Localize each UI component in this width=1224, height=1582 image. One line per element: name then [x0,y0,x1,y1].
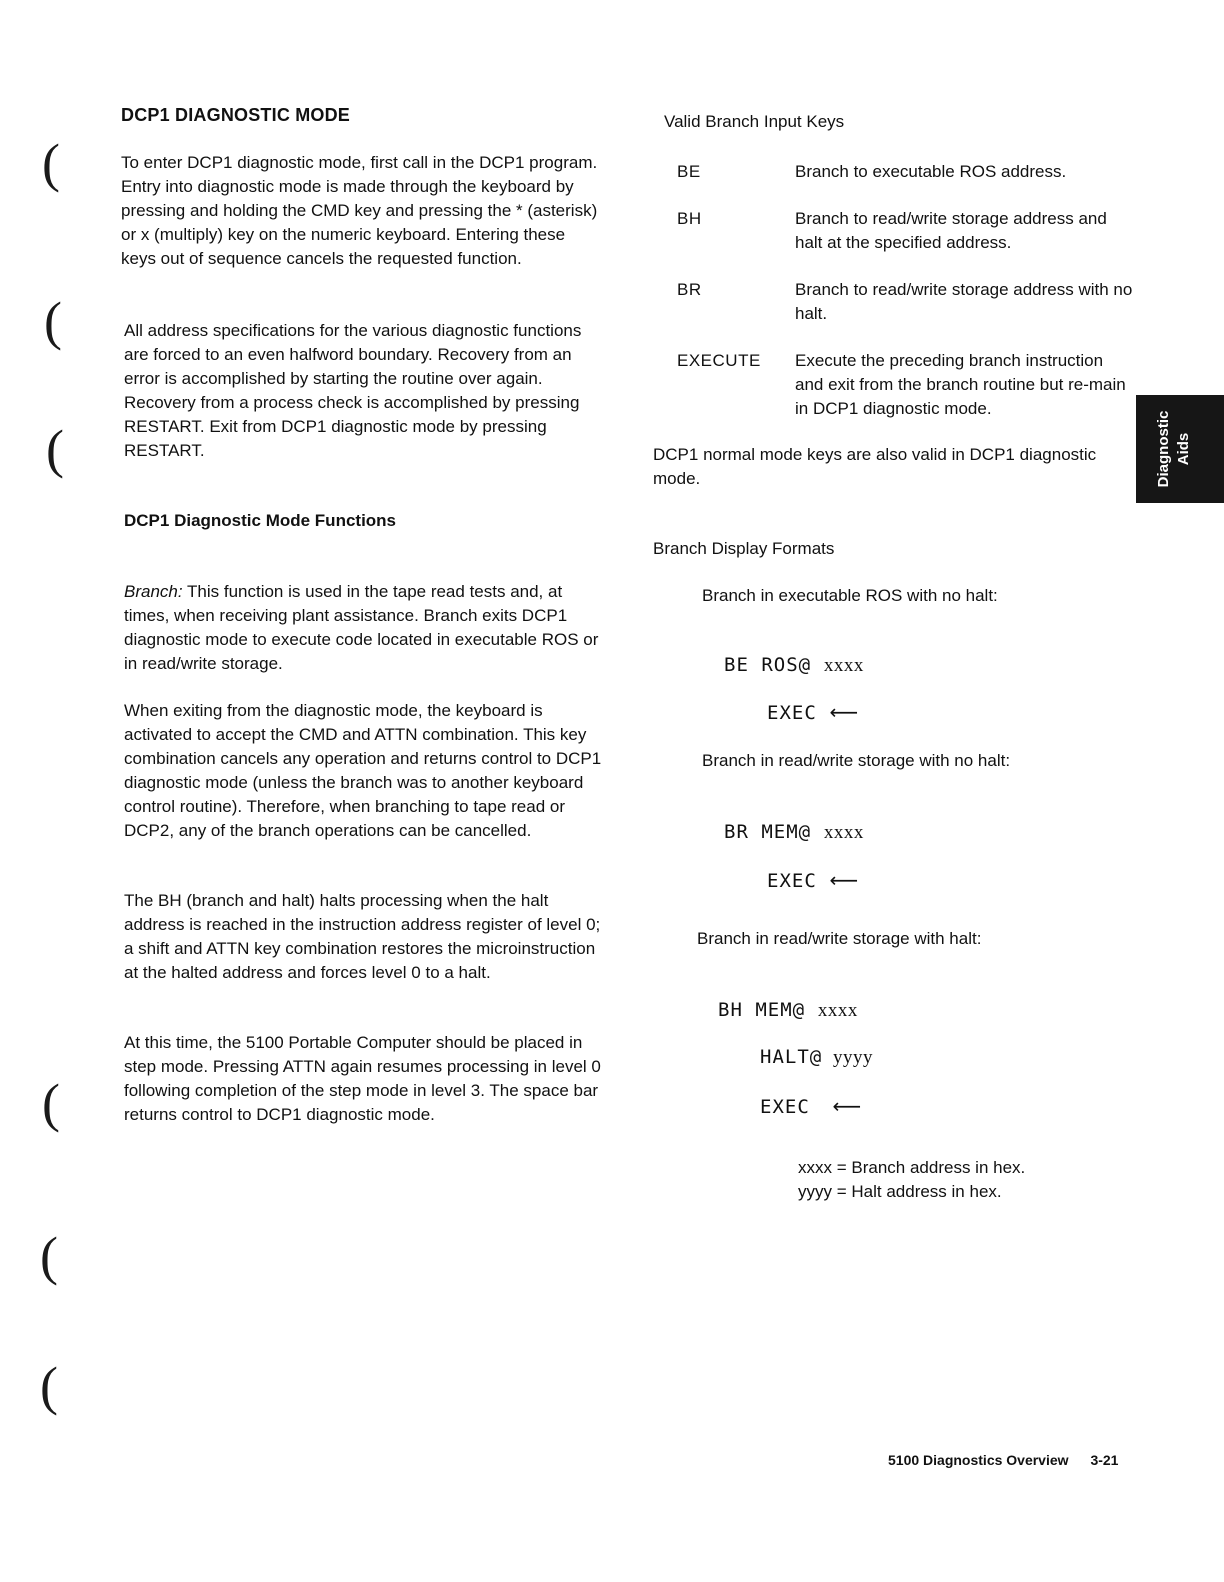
format2-address: xxxx [823,822,864,843]
key-bh-desc: Branch to read/write storage address and halt at the specified address. [795,209,1107,252]
key-bh: BH [677,209,702,228]
left-arrow-icon: ⟵ [829,868,859,892]
section-tab [1136,395,1224,503]
section-title: DCP1 DIAGNOSTIC MODE [121,105,351,125]
key-br-desc: Branch to read/write storage address with no halt. [795,280,1133,323]
normal-keys-note: DCP1 normal mode keys are also valid in DCP1 diagnostic mode. [653,445,1097,488]
format2-label: Branch in read/write storage with no halt: [702,751,1011,770]
functions-subtitle: DCP1 Diagnostic Mode Functions [124,511,397,530]
binder-mark: ( [40,1226,58,1286]
format3-exec-line [760,1094,861,1118]
format1-address: xxxx [823,655,864,676]
format3-address: xxxx [817,1000,858,1021]
legend-branch-address: xxxx = Branch address in hex. [798,1158,1026,1177]
key-be: BE [677,162,701,181]
format3-halt-line [760,1046,873,1069]
format1-label: Branch in executable ROS with no halt: [702,586,998,605]
format3-halt-address: yyyy [832,1047,873,1068]
format3-line [718,999,858,1022]
format1-exec-line [767,700,858,724]
key-execute: EXECUTE [677,351,761,370]
branch-text: This function is used in the tape read tests and, at times, when receiving plant assistance. Branch exits DCP1 diagnostic mode to execute code located in executable ROS or in read/write storage. [124,582,599,673]
binder-mark: ( [40,1356,58,1416]
format3-command: BH MEM@ [718,999,806,1021]
intro-paragraph: To enter DCP1 diagnostic mode, first call in the DCP1 program. Entry into diagnostic mode is made through the keyboard by pressing and holding the CMD key and pressing the * (asterisk) or x (multiply) key on the numeric keyboard. Entering these keys out of sequence cancels the requested function. [121,153,598,268]
binder-mark: ( [46,419,64,479]
binder-mark: ( [42,133,60,193]
section-tab-label [1154,411,1194,488]
key-be-desc: Branch to executable ROS address. [795,162,1067,181]
format3-halt: HALT@ [760,1046,823,1068]
branch-paragraph [124,580,604,676]
binder-mark: ( [44,291,62,351]
format1-command: BE ROS@ [724,654,812,676]
format1-exec: EXEC [767,702,817,724]
format3-exec: EXEC [760,1096,810,1118]
binder-mark: ( [42,1073,60,1133]
key-br: BR [677,280,702,299]
format2-exec: EXEC [767,870,817,892]
step-mode-paragraph: At this time, the 5100 Portable Computer should be placed in step mode. Pressing ATTN again resumes processing in level 0 following completion of the step mode in level 3. The space bar returns control to DCP1 diagnostic mode. [124,1033,601,1124]
format2-exec-line [767,868,858,892]
key-execute-desc: Execute the preceding branch instruction and exit from the branch routine but re-main in DCP1 diagnostic mode. [795,351,1126,418]
section-tab-line2: Aids [1175,432,1192,466]
branch-label: Branch: [124,582,183,601]
left-arrow-icon: ⟵ [829,700,859,724]
valid-keys-title: Valid Branch Input Keys [664,112,845,131]
exiting-paragraph: When exiting from the diagnostic mode, the keyboard is activated to accept the CMD and ATTN combination. This key combination cancels any operation and returns control to DCP1 diagnostic mode (unless the branch was to another keyboard control routine). Therefore, when branching to tape read or DCP2, any of the branch operations can be cancelled. [124,701,602,840]
format3-label: Branch in read/write storage with halt: [697,929,982,948]
bh-paragraph: The BH (branch and halt) halts processing when the halt address is reached in the instruction address register of level 0; a shift and ATTN key combination restores the microinstruction at the halted address and forces level 0 to a halt. [124,891,601,982]
display-formats-title: Branch Display Formats [653,539,835,558]
page-footer [888,1452,1118,1468]
section-tab-line1: Diagnostic [1155,410,1172,488]
left-arrow-icon: ⟵ [832,1094,862,1118]
page-number: 3-21 [1090,1452,1119,1468]
address-paragraph: All address specifications for the various diagnostic functions are forced to an even halfword boundary. Recovery from an error is accomplished by starting the routine over again. Recovery from a process check is accomplished by pressing RESTART. Exit from DCP1 diagnostic mode by pressing RESTART. [124,321,582,460]
legend-halt-address: yyyy = Halt address in hex. [798,1182,1002,1201]
format1-line [724,654,864,677]
format2-command: BR MEM@ [724,821,812,843]
format2-line [724,821,864,844]
footer-title: 5100 Diagnostics Overview [888,1452,1069,1468]
